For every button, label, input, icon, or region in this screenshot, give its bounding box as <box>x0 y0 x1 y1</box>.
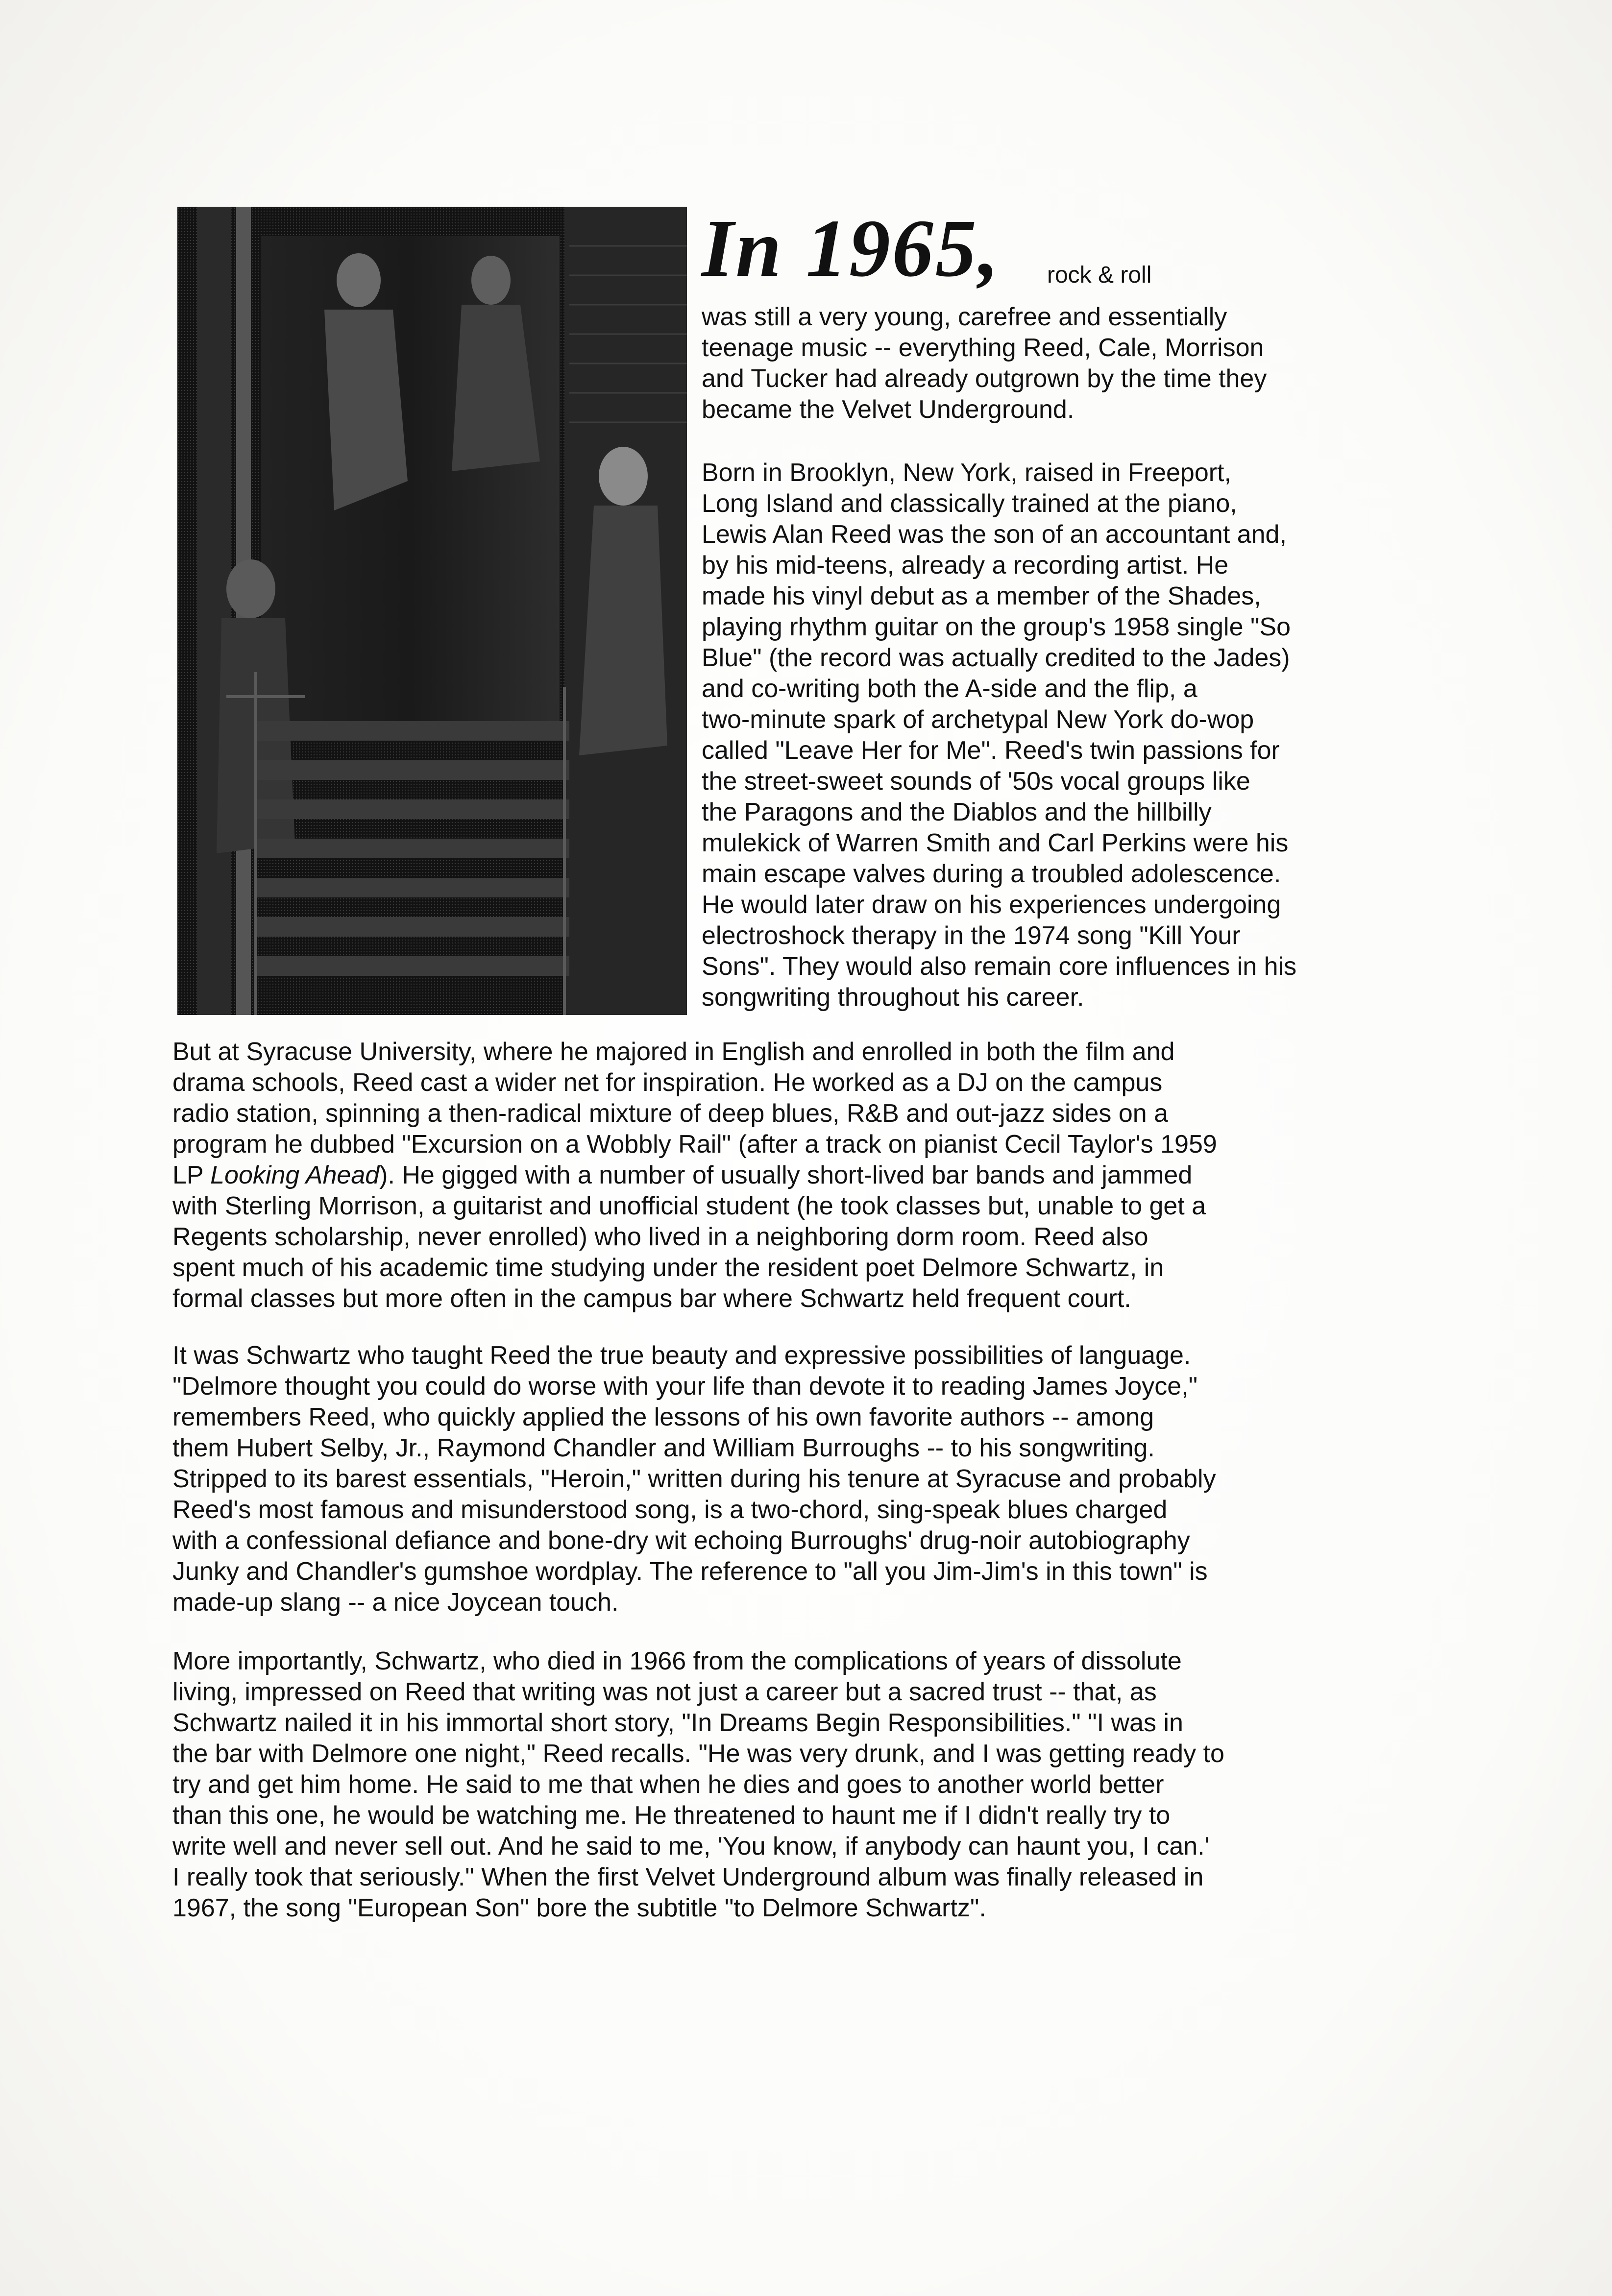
paragraph-3-line: Regents scholarship, never enrolled) who lived in a neighboring dorm room. Reed also <box>172 1223 1148 1251</box>
paragraph-3-line: drama schools, Reed cast a wider net for inspiration. He worked as a DJ on the campus <box>172 1068 1163 1097</box>
paragraph-2-line: the street-sweet sounds of '50s vocal groups like <box>702 767 1250 796</box>
paragraph-2-line: Born in Brooklyn, New York, raised in Freeport, <box>702 459 1231 487</box>
paragraph-2-line: He would later draw on his experiences undergoing <box>702 891 1281 919</box>
paragraph-4-line: Junky and Chandler's gumshoe wordplay. The reference to "all you Jim-Jim's in this town" is <box>172 1557 1208 1586</box>
paragraph-5-line: the bar with Delmore one night," Reed recalls. "He was very drunk, and I was getting ready to <box>172 1740 1224 1768</box>
paragraph-3 <box>172 1037 1402 1314</box>
paragraph-2-line: and co-writing both the A-side and the flip, a <box>702 675 1197 703</box>
paragraph-4-line: "Delmore thought you could do worse with your life than devote it to reading James Joyce," <box>172 1372 1198 1401</box>
paragraph-2-line: Long Island and classically trained at the piano, <box>702 489 1237 518</box>
paragraph-4-line: them Hubert Selby, Jr., Raymond Chandler and William Burroughs -- to his songwriting. <box>172 1434 1155 1462</box>
paragraph-5-line: 1967, the song "European Son" bore the subtitle "to Delmore Schwartz". <box>172 1894 986 1922</box>
paragraph-4-line: Stripped to its barest essentials, "Heroin," written during his tenure at Syracuse and probably <box>172 1465 1216 1493</box>
paragraph-3-line: But at Syracuse University, where he majored in English and enrolled in both the film and <box>172 1038 1175 1066</box>
paragraph-2-line: songwriting throughout his career. <box>702 983 1084 1012</box>
band-photo <box>177 207 687 1015</box>
paragraph-1-line: teenage music -- everything Reed, Cale, Morrison <box>702 334 1264 362</box>
paragraph-4-line: made-up slang -- a nice Joycean touch. <box>172 1588 619 1617</box>
paragraph-2-line: electroshock therapy in the 1974 song "Kill Your <box>702 921 1241 950</box>
paragraph-1-line: became the Velvet Underground. <box>702 395 1075 424</box>
paragraph-1-line: was still a very young, carefree and essentially <box>702 303 1227 331</box>
dropcap-heading: In 1965, <box>702 203 1001 294</box>
paragraph-3-line: spent much of his academic time studying under the resident poet Delmore Schwartz, in <box>172 1254 1164 1282</box>
paragraph-2-line: playing rhythm guitar on the group's 1958 single "So <box>702 613 1291 641</box>
paragraph-1 <box>702 302 1388 425</box>
paragraph-1-line: and Tucker had already outgrown by the time they <box>702 364 1267 393</box>
paragraph-5-line: Schwartz nailed it in his immortal short story, "In Dreams Begin Responsibilities." "I was in <box>172 1709 1183 1737</box>
paragraph-2-line: Lewis Alan Reed was the son of an accountant and, <box>702 520 1287 549</box>
paragraph-4-line: with a confessional defiance and bone-dry wit echoing Burroughs' drug-noir autobiography <box>172 1526 1190 1555</box>
paragraph-5-line: than this one, he would be watching me. He threatened to haunt me if I didn't really try to <box>172 1801 1171 1830</box>
paragraph-5-line: More importantly, Schwartz, who died in 1966 from the complications of years of dissolute <box>172 1647 1182 1675</box>
paragraph-2-line: main escape valves during a troubled adolescence. <box>702 860 1281 888</box>
paragraph-2-line: the Paragons and the Diablos and the hillbilly <box>702 798 1212 826</box>
lead-in-text: rock & roll <box>1047 262 1152 288</box>
paragraph-2-line: mulekick of Warren Smith and Carl Perkins were his <box>702 829 1289 857</box>
paragraph-5-line: write well and never sell out. And he said to me, 'You know, if anybody can haunt you, I can.' <box>172 1832 1210 1861</box>
paragraph-2-line: called "Leave Her for Me". Reed's twin passions for <box>702 736 1280 765</box>
paragraph-5-line: try and get him home. He said to me that when he dies and goes to another world better <box>172 1770 1164 1799</box>
paragraph-2-line: two-minute spark of archetypal New York do-wop <box>702 705 1254 734</box>
paragraph-5-line: I really took that seriously." When the first Velvet Underground album was finally released in <box>172 1863 1204 1891</box>
paragraph-5-line: living, impressed on Reed that writing was not just a career but a sacred trust -- that, as <box>172 1678 1157 1706</box>
paragraph-2 <box>702 458 1388 1013</box>
album-title: Looking Ahead <box>210 1161 380 1189</box>
band-photo-image <box>177 207 687 1015</box>
paragraph-5 <box>172 1646 1402 1924</box>
paragraph-2-line: by his mid-teens, already a recording artist. He <box>702 551 1229 580</box>
paragraph-4-line: remembers Reed, who quickly applied the lessons of his own favorite authors -- among <box>172 1403 1154 1431</box>
paragraph-3-line: formal classes but more often in the campus bar where Schwartz held frequent court. <box>172 1284 1131 1313</box>
paragraph-3-line: with Sterling Morrison, a guitarist and unofficial student (he took classes but, unable to get a <box>172 1192 1206 1220</box>
paragraph-3-line: radio station, spinning a then-radical mixture of deep blues, R&B and out-jazz sides on a <box>172 1099 1169 1128</box>
paragraph-4-line: It was Schwartz who taught Reed the true beauty and expressive possibilities of language. <box>172 1341 1191 1370</box>
paragraph-4 <box>172 1340 1402 1618</box>
paragraph-4-line: Reed's most famous and misunderstood song, is a two-chord, sing-speak blues charged <box>172 1496 1168 1524</box>
paragraph-3-line: LP Looking Ahead). He gigged with a number of usually short-lived bar bands and jammed <box>172 1161 1193 1189</box>
paragraph-3-line: program he dubbed "Excursion on a Wobbly Rail" (after a track on pianist Cecil Taylor's 1959 <box>172 1130 1217 1159</box>
paragraph-2-line: made his vinyl debut as a member of the Shades, <box>702 582 1261 610</box>
paragraph-2-line: Blue" (the record was actually credited to the Jades) <box>702 644 1290 672</box>
paragraph-2-line: Sons". They would also remain core influences in his <box>702 952 1297 981</box>
